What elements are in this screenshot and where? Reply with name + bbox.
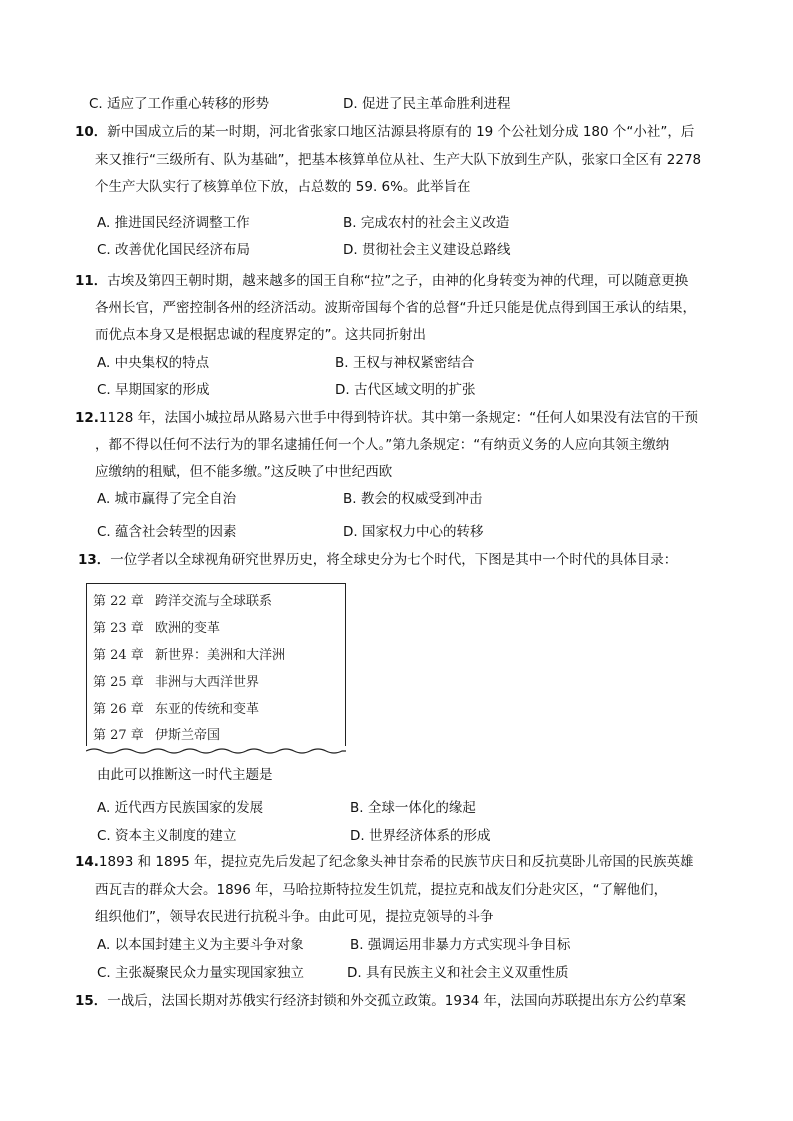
q12-option-a[interactable]: A. 城市赢得了完全自治 xyxy=(97,491,237,507)
toc-chapter-number: 第 27 章 xyxy=(93,728,144,743)
toc-chapter-number: 第 24 章 xyxy=(93,648,144,663)
q14-option-a[interactable]: A. 以本国封建主义为主要斗争对象 xyxy=(97,937,304,953)
q11-option-d[interactable]: D. 古代区域文明的扩张 xyxy=(335,382,476,398)
q11-stem-2: 各州长官，严密控制各州的经济活动。波斯帝国每个省的总督“升迁只能是优点得到国王承认的结果， xyxy=(95,300,696,316)
q11-line-1 xyxy=(75,271,688,291)
q11-number: 11． xyxy=(75,273,108,289)
q10-option-a[interactable]: A. 推进国民经济调整工作 xyxy=(97,215,250,231)
toc-row xyxy=(93,620,220,638)
q13-option-a[interactable]: A. 近代西方民族国家的发展 xyxy=(97,800,264,816)
q14-number: 14. xyxy=(75,854,99,870)
q11-option-a[interactable]: A. 中央集权的特点 xyxy=(97,355,210,371)
q13-option-c[interactable]: C. 资本主义制度的建立 xyxy=(97,828,237,844)
q14-stem-2: 西瓦吉的群众大会。1896 年，马哈拉斯特拉发生饥荒，提拉克和战友们分赴灾区，“了解他们， xyxy=(95,882,668,898)
q10-line-1 xyxy=(75,122,694,142)
toc-chapter-title: 非洲与大西洋世界 xyxy=(155,675,260,690)
toc-chapter-number: 第 22 章 xyxy=(93,594,144,609)
q10-stem-3: 个生产大队实行了核算单位下放，占总数的 59. 6%。此举旨在 xyxy=(95,179,471,195)
q12-line-1 xyxy=(75,408,698,428)
toc-chapter-number: 第 26 章 xyxy=(93,702,144,717)
q12-stem-1: 1128 年，法国小城拉昂从路易六世手中得到特许状。其中第一条规定：“任何人如果没有法官的干预 xyxy=(98,410,699,426)
q13-stem-1: 一位学者以全球视角研究世界历史，将全球史分为七个时代，下图是其中一个时代的具体目录： xyxy=(110,552,678,568)
q14-stem-1: 1893 和 1895 年，提拉克先后发起了纪念象头神甘奈希的民族节庆日和反抗莫卧儿帝国的民族英雄 xyxy=(98,854,694,870)
torn-edge-decoration xyxy=(86,746,346,758)
q13-option-d[interactable]: D. 世界经济体系的形成 xyxy=(350,828,491,844)
q12-option-c[interactable]: C. 蕴含社会转型的因素 xyxy=(97,524,237,540)
q12-stem-3: 应缴纳的租赋，但不能多缴。”这反映了中世纪西欧 xyxy=(95,464,393,480)
toc-row xyxy=(93,727,220,745)
q9-option-c[interactable]: C. 适应了工作重心转移的形势 xyxy=(89,96,270,112)
q15-number: 15． xyxy=(75,993,108,1009)
q10-number: 10． xyxy=(75,124,108,140)
q11-stem-3: 而优点本身又是根据忠诚的程度界定的”。这共同折射出 xyxy=(95,327,426,343)
q14-option-b[interactable]: B. 强调运用非暴力方式实现斗争目标 xyxy=(350,937,571,953)
toc-chapter-number: 第 25 章 xyxy=(93,675,144,690)
toc-chapter-title: 跨洋交流与全球联系 xyxy=(155,594,273,609)
toc-chapter-title: 新世界：美洲和大洋洲 xyxy=(155,648,286,663)
q14-stem-3: 组织他们”，领导农民进行抗税斗争。由此可见，提拉克领导的斗争 xyxy=(95,909,494,925)
q9-option-d[interactable]: D. 促进了民主革命胜利进程 xyxy=(343,96,511,112)
q14-line-1 xyxy=(75,852,694,872)
q14-option-c[interactable]: C. 主张凝聚民众力量实现国家独立 xyxy=(97,965,305,981)
q12-option-d[interactable]: D. 国家权力中心的转移 xyxy=(343,524,484,540)
q15-line-1 xyxy=(75,991,686,1011)
q10-option-c[interactable]: C. 改善优化国民经济布局 xyxy=(97,242,251,258)
q11-stem-1: 古埃及第四王朝时期，越来越多的国王自称“拉”之子，由神的化身转变为神的代理，可以随意更换 xyxy=(107,273,689,289)
table-of-contents-figure xyxy=(86,583,346,753)
toc-chapter-title: 东亚的传统和变革 xyxy=(155,702,260,717)
toc-row xyxy=(93,701,259,719)
toc-row xyxy=(93,674,259,692)
q13-option-b[interactable]: B. 全球一体化的缘起 xyxy=(350,800,476,816)
q12-number: 12. xyxy=(75,410,99,426)
q11-option-b[interactable]: B. 王权与神权紧密结合 xyxy=(335,355,475,371)
q10-stem-1: 新中国成立后的某一时期，河北省张家口地区沽源县将原有的 19 个公社划分成 180 个“小社”，后 xyxy=(107,124,695,140)
toc-chapter-number: 第 23 章 xyxy=(93,621,144,636)
q13-line-1 xyxy=(78,550,677,570)
toc-chapter-title: 欧洲的变革 xyxy=(155,621,221,636)
toc-row xyxy=(93,647,285,665)
q14-option-d[interactable]: D. 具有民族主义和社会主义双重性质 xyxy=(347,965,569,981)
q12-option-b[interactable]: B. 教会的权威受到冲击 xyxy=(343,491,483,507)
q10-option-b[interactable]: B. 完成农村的社会主义改造 xyxy=(343,215,510,231)
q15-stem-1: 一战后，法国长期对苏俄实行经济封锁和外交孤立政策。1934 年，法国向苏联提出东方公约草案 xyxy=(107,993,686,1009)
q10-option-d[interactable]: D. 贯彻社会主义建设总路线 xyxy=(343,242,511,258)
toc-row xyxy=(93,593,272,611)
q11-option-c[interactable]: C. 早期国家的形成 xyxy=(97,382,210,398)
q13-stem-2: 由此可以推断这一时代主题是 xyxy=(97,767,273,783)
q12-stem-2: ，都不得以任何不法行为的罪名逮捕任何一个人。”第九条规定：“有纳贡义务的人应向其领主缴纳 xyxy=(95,437,670,453)
toc-chapter-title: 伊斯兰帝国 xyxy=(155,728,221,743)
q13-number: 13． xyxy=(78,552,111,568)
q10-stem-2: 来又推行“三级所有、队为基础”，把基本核算单位从社、生产大队下放到生产队，张家口全区有 2278 xyxy=(95,152,702,168)
